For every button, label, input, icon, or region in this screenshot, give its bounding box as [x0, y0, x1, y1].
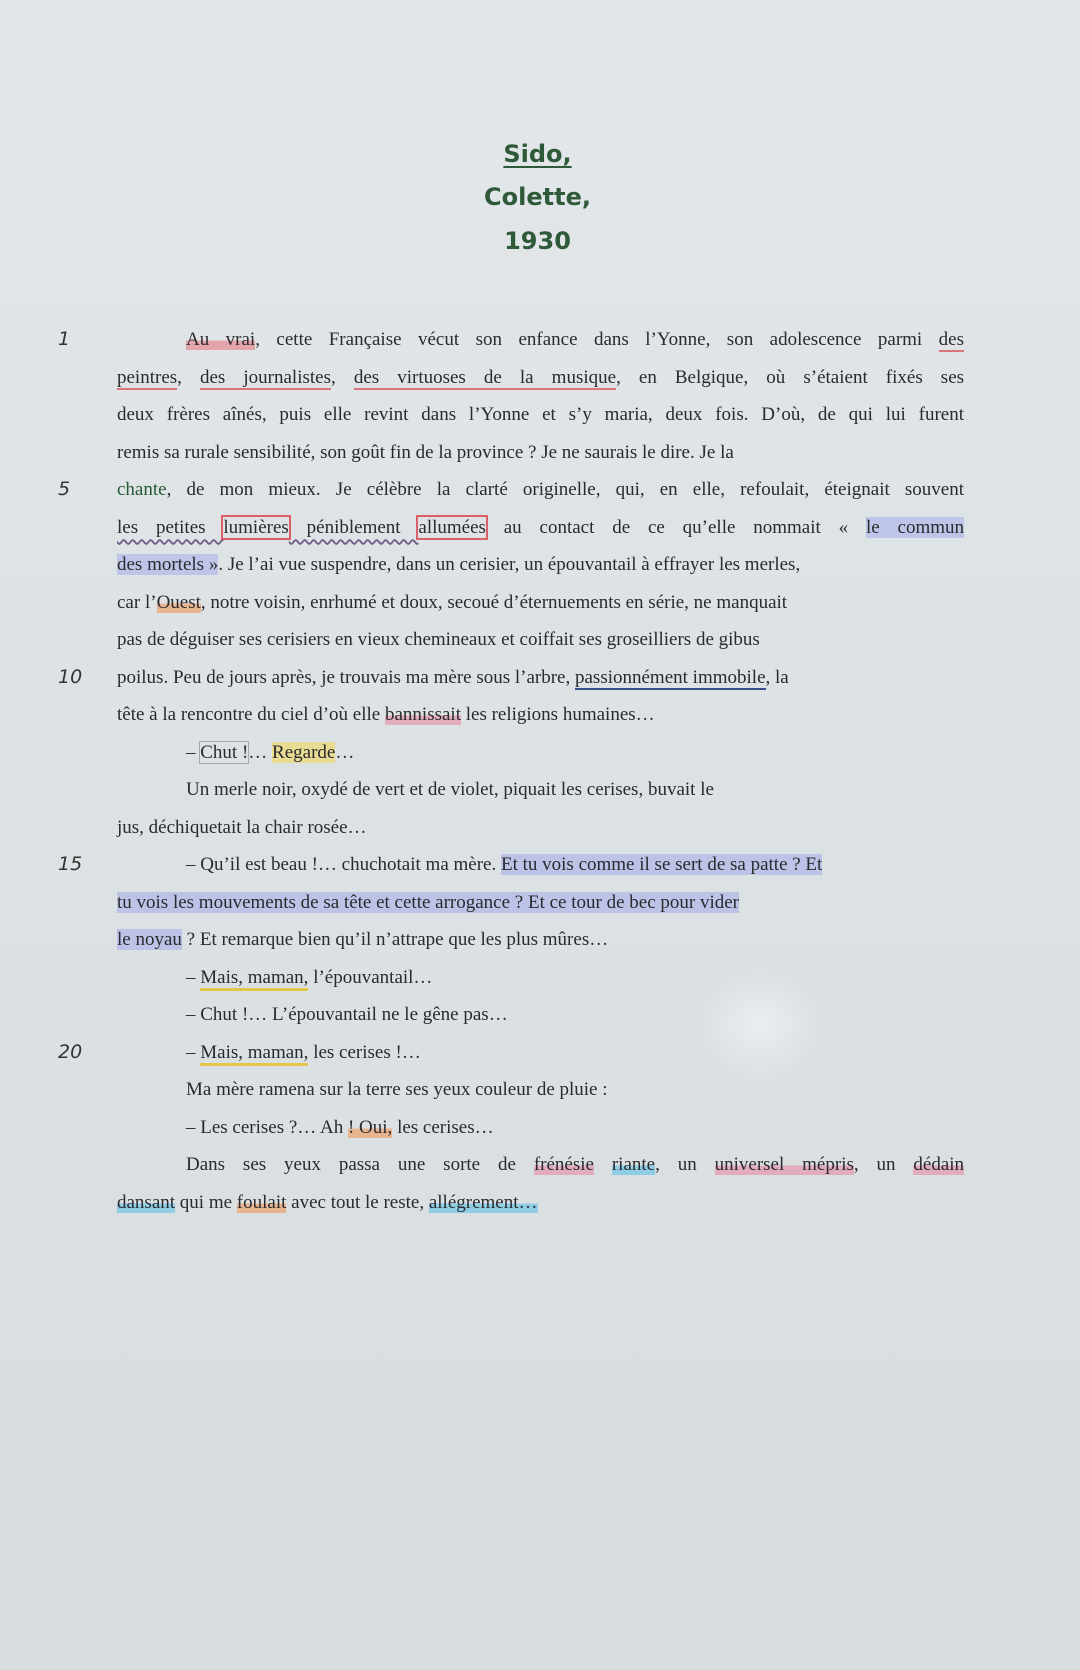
text-segment: jus, déchiquetait la chair rosée…: [117, 816, 367, 838]
annotated-text: des: [938, 329, 964, 350]
text-segment: car l’: [117, 591, 157, 613]
annotated-text: Chut !: [200, 741, 249, 763]
paper-glare: [700, 970, 820, 1080]
text-line: [186, 966, 432, 990]
annotated-text: allégrement…: [428, 1191, 538, 1213]
text-segment: les cerises…: [392, 1116, 494, 1138]
text-segment: qui me: [175, 1191, 237, 1213]
text-segment: tête à la rencontre du ciel d’où elle: [117, 704, 385, 725]
annotated-text: Ouest: [156, 591, 201, 613]
text-line: [186, 778, 714, 802]
annotated-text: Regarde: [272, 741, 336, 763]
text-segment: Ma mère ramena sur la terre ses yeux couleur de pluie :: [186, 1079, 608, 1100]
text-segment: – Qu’il est beau !… chuchotait ma mère.: [186, 854, 501, 875]
text-segment: , cette Française vécut son enfance dans l’Yonne, son adolescence parmi: [255, 329, 939, 350]
text-line: [117, 441, 734, 465]
line-number: 1: [58, 328, 71, 350]
annotated-text: bannissait: [384, 704, 461, 725]
annotated-text: peintres: [117, 366, 178, 388]
annotated-text: chante: [117, 479, 167, 500]
text-segment: l’épouvantail…: [308, 966, 433, 988]
annotated-text: Mais, maman,: [200, 967, 308, 991]
text-segment: – Chut !… L’épouvantail ne le gêne pas…: [186, 1004, 508, 1025]
annotated-text: des mortels »: [117, 554, 219, 575]
annotated-text: péniblement: [288, 516, 419, 538]
text-line: [186, 853, 822, 877]
text-segment: …: [335, 741, 355, 763]
text-segment: , de mon mieux. Je célèbre la clarté originelle, qui, en elle, refoulait, éteignait souvent: [166, 479, 964, 500]
text-line: [117, 478, 964, 502]
text-segment: ,: [330, 366, 354, 388]
annotated-text: le noyau: [117, 929, 182, 950]
annotated-text: les petites: [117, 516, 224, 538]
text-line: [117, 366, 964, 390]
annotated-text: des journalistes: [199, 366, 331, 388]
text-line: [117, 666, 789, 690]
line-number: 15: [58, 853, 83, 875]
annotated-text: Mais, maman,: [200, 1042, 308, 1066]
text-line: [186, 1078, 608, 1102]
annotated-text: allumées: [418, 516, 486, 538]
text-line: [117, 928, 608, 952]
document-year: 1930: [504, 227, 571, 255]
title-text: Sido,: [503, 140, 572, 168]
text-line: [186, 1041, 421, 1065]
text-segment: ? Et remarque bien qu’il n’attrape que les plus mûres…: [181, 929, 609, 950]
text-line: [117, 891, 739, 915]
line-number: 10: [58, 665, 83, 688]
text-line: [117, 403, 964, 427]
annotated-text: des virtuoses de la musique: [353, 366, 617, 388]
text-segment: au contact de ce qu’elle nommait «: [485, 516, 866, 538]
annotated-text: ! Oui,: [347, 1116, 393, 1138]
text-segment: …: [248, 741, 273, 763]
text-line: [186, 1153, 964, 1177]
text-segment: [594, 1154, 612, 1175]
annotated-text: riante: [611, 1154, 656, 1175]
document-title: [0, 140, 1075, 168]
text-segment: remis sa rurale sensibilité, son goût fin de la province ? Je ne saurais le dire. Je la: [117, 441, 734, 463]
text-segment: Un merle noir, oxydé de vert et de violet, piquait les cerises, buvait le: [186, 779, 714, 800]
text-line: [117, 816, 367, 840]
text-segment: pas de déguiser ses cerisiers en vieux chemineaux et coiffait ses groseilliers de gibus: [117, 629, 760, 650]
text-line: [117, 516, 964, 540]
text-segment: –: [186, 741, 201, 763]
annotated-text: dédain: [913, 1154, 965, 1175]
text-line: [186, 741, 354, 765]
line-number: 5: [58, 478, 71, 500]
annotated-text: le commun: [865, 516, 965, 538]
text-line: [186, 1116, 494, 1140]
text-line: [117, 1191, 538, 1215]
text-segment: Dans ses yeux passa une sorte de: [186, 1154, 534, 1175]
text-segment: . Je l’ai vue suspendre, dans un cerisier, un épouvantail à effrayer les merles,: [218, 554, 801, 575]
annotated-text: Et tu vois comme il se sert de sa patte ? Et: [500, 854, 823, 875]
document-author: Colette,: [484, 183, 591, 211]
text-line: [117, 628, 760, 652]
text-segment: les cerises !…: [308, 1041, 421, 1063]
text-segment: –: [186, 966, 201, 988]
annotated-text: dansant: [117, 1191, 176, 1213]
text-segment: poilus. Peu de jours après, je trouvais ma mère sous l’arbre,: [117, 666, 575, 688]
text-line: [186, 1003, 508, 1027]
annotated-text: foulait: [236, 1191, 287, 1213]
text-segment: –: [186, 1041, 201, 1063]
text-line: [186, 328, 964, 352]
text-line: [117, 553, 800, 577]
text-segment: les religions humaines…: [460, 704, 655, 725]
text-line: [117, 591, 787, 615]
text-line: [117, 703, 655, 727]
annotated-text: frénésie: [533, 1154, 594, 1175]
text-segment: , la: [765, 666, 789, 688]
line-number: 20: [58, 1040, 83, 1063]
annotated-text: Au vrai: [186, 329, 256, 350]
text-segment: , en Belgique, où s’étaient fixés ses: [616, 366, 965, 388]
text-segment: ,: [177, 366, 200, 388]
annotated-text: universel mépris: [714, 1154, 854, 1175]
text-segment: , un: [853, 1154, 914, 1175]
text-segment: avec tout le reste,: [286, 1191, 429, 1213]
text-segment: deux frères aînés, puis elle revint dans l’Yonne et s’y maria, deux fois. D’où, de qui lui furent: [117, 404, 964, 425]
text-segment: – Les cerises ?… Ah: [186, 1116, 348, 1138]
annotated-text: tu vois les mouvements de sa tête et cette arrogance ? Et ce tour de bec pour vider: [117, 891, 739, 913]
annotated-text: passionnément immobile: [575, 666, 766, 688]
annotated-text: lumières: [223, 516, 289, 538]
text-segment: , notre voisin, enrhumé et doux, secoué d’éternuements en série, ne manquait: [200, 591, 788, 613]
text-segment: , un: [655, 1154, 715, 1175]
